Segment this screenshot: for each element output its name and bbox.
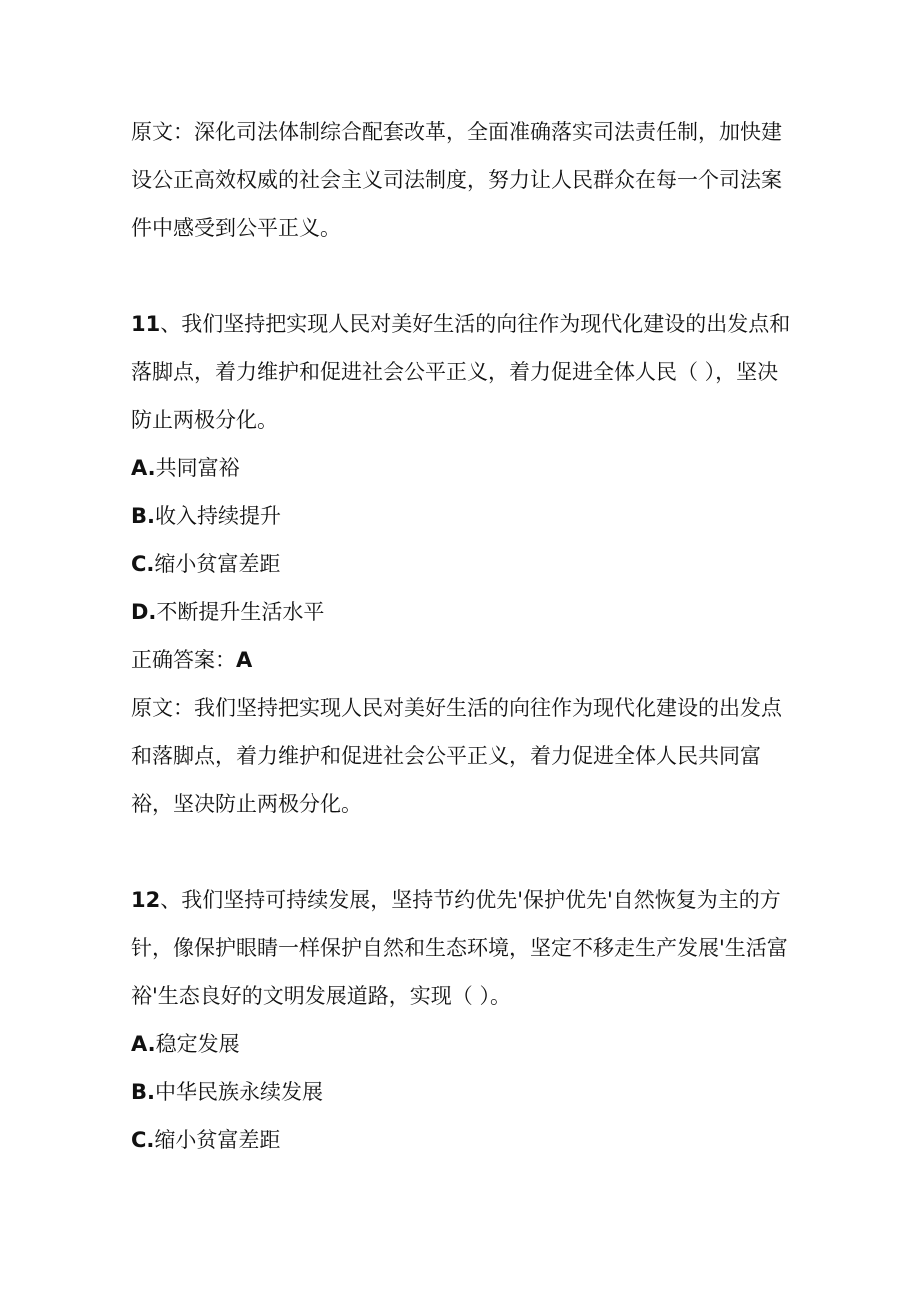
q11-source-paragraph <box>131 684 791 828</box>
option-text: 不断提升生活水平 <box>156 600 325 624</box>
question-text: 我们坚持可持续发展，坚持节约优先'保护优先'自然恢复为主的方针，像保护眼睛一样保护自然和生态环境，坚定不移走生产发展'生活富裕'生态良好的文明发展道路，实现（ ）。 <box>131 888 788 1008</box>
option-b <box>131 1068 791 1116</box>
question-stem <box>131 876 791 1020</box>
option-text: 稳定发展 <box>155 1032 240 1056</box>
option-c <box>131 540 791 588</box>
correct-answer <box>131 636 791 684</box>
q10-source-paragraph <box>131 108 791 252</box>
source-label: 原文： <box>131 696 194 720</box>
option-letter: C. <box>131 1128 155 1152</box>
option-c <box>131 1116 791 1164</box>
option-text: 缩小贫富差距 <box>154 1128 281 1152</box>
question-number-separator: 、 <box>160 312 182 336</box>
source-text: 我们坚持把实现人民对美好生活的向往作为现代化建设的出发点和落脚点，着力维护和促进社会公平正义，着力促进全体人民共同富裕，坚决防止两极分化。 <box>131 696 782 816</box>
option-text: 共同富裕 <box>155 456 240 480</box>
option-b <box>131 492 791 540</box>
question-number-separator: 、 <box>160 888 182 912</box>
answer-value: A <box>236 648 253 672</box>
answer-label: 正确答案： <box>131 648 236 672</box>
question-number: 11 <box>131 312 161 336</box>
question-11 <box>131 300 791 828</box>
option-a <box>131 444 791 492</box>
option-letter: A. <box>131 456 156 480</box>
option-text: 收入持续提升 <box>154 504 281 528</box>
question-text: 我们坚持把实现人民对美好生活的向往作为现代化建设的出发点和落脚点，着力维护和促进社会公平正义，着力促进全体人民（ ），坚决防止两极分化。 <box>131 312 791 432</box>
option-letter: B. <box>131 1080 155 1104</box>
option-letter: D. <box>131 600 157 624</box>
option-a <box>131 1020 791 1068</box>
source-text: 深化司法体制综合配套改革，全面准确落实司法责任制，加快建设公正高效权威的社会主义司法制度，努力让人民群众在每一个司法案件中感受到公平正义。 <box>131 120 782 240</box>
source-label: 原文： <box>131 120 194 144</box>
question-stem <box>131 300 791 444</box>
option-text: 缩小贫富差距 <box>154 552 281 576</box>
option-text: 中华民族永续发展 <box>154 1080 323 1104</box>
option-letter: A. <box>131 1032 156 1056</box>
option-d <box>131 588 791 636</box>
option-letter: C. <box>131 552 155 576</box>
q10-source-block <box>131 108 791 252</box>
option-letter: B. <box>131 504 155 528</box>
question-12 <box>131 876 791 1164</box>
question-number: 12 <box>131 888 161 912</box>
document-page <box>131 108 791 1164</box>
